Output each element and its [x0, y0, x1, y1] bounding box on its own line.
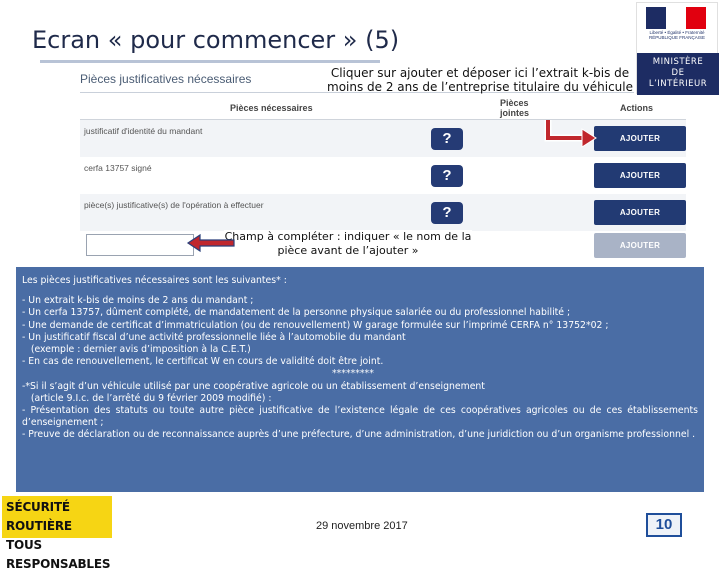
- badge-line-2: TOUS RESPONSABLES: [6, 538, 111, 571]
- section-title: Pièces justificatives nécessaires: [80, 72, 252, 86]
- info-intro: Les pièces justificatives nécessaires sont les suivantes* :: [22, 275, 287, 286]
- ministry-line-2: DE: [671, 68, 685, 78]
- callout-top: Cliquer sur ajouter et déposer ici l’extrait k-bis de moins de 2 ans de l’entreprise titulaire du véhicule: [327, 66, 633, 94]
- info-item: - Un justificatif fiscal d’une activité professionnelle liée à l’automobile du mandant: [22, 331, 406, 343]
- marianne-flag-icon: [646, 7, 706, 29]
- flag-white: [666, 7, 686, 29]
- callout-middle: Champ à compléter : indiquer « le nom de la pièce avant de l’ajouter »: [224, 230, 472, 257]
- column-joined: Pièces jointes: [500, 97, 530, 118]
- help-button[interactable]: ?: [431, 202, 463, 224]
- page-number: 10: [646, 513, 682, 537]
- ministry-name: [637, 53, 719, 95]
- info-item: (exemple : dernier avis d’imposition à la C.E.T.): [22, 344, 251, 356]
- flag-red: [686, 7, 706, 29]
- help-button[interactable]: ?: [431, 165, 463, 187]
- ministry-line-3: L’INTÉRIEUR: [648, 79, 708, 89]
- add-button[interactable]: AJOUTER: [594, 163, 686, 188]
- add-button[interactable]: AJOUTER: [594, 126, 686, 151]
- column-actions: Actions: [620, 102, 654, 113]
- info-note: - Preuve de déclaration ou de reconnaissance auprès d’une préfecture, d’une administration, d’une juridiction ou d’un organisme professionnel .: [22, 429, 696, 441]
- arrow-to-input-icon: [188, 234, 236, 252]
- info-item: - Une demande de certificat d’immatriculation (ou de renouvellement) W garage formulée sur l’imprimé CERFA n° 13752*02 ;: [22, 319, 609, 331]
- row-label: cerfa 13757 signé: [84, 163, 152, 173]
- add-button-disabled[interactable]: AJOUTER: [594, 233, 686, 258]
- info-stars: *********: [332, 368, 374, 380]
- row-label: pièce(s) justificative(s) de l'opération à effectuer: [84, 200, 264, 210]
- add-button[interactable]: AJOUTER: [594, 200, 686, 225]
- info-panel: [16, 267, 704, 492]
- securite-routiere-logo: [2, 496, 112, 571]
- ministry-line-1: MINISTÈRE: [652, 57, 704, 67]
- info-note: -*Si il s’agit d’un véhicule utilisé par une coopérative agricole ou un établissement d’enseignement: [22, 380, 485, 392]
- title-underline: [40, 60, 380, 63]
- info-note: - Présentation des statuts ou toute autre pièce justificative de l’existence légale de ces coopératives agricoles ou de ces établissements d’enseignement ;: [22, 405, 698, 429]
- table-row: [80, 157, 686, 194]
- arrow-to-add-icon: [540, 118, 600, 148]
- table-row: [80, 194, 686, 231]
- ministry-logo: [636, 2, 718, 94]
- flag-blue: [646, 7, 666, 29]
- slide-date: 29 novembre 2017: [316, 520, 408, 532]
- slide-title: Ecran « pour commencer » (5): [32, 26, 400, 54]
- logo-subtext: Liberté • Égalité • Fraternité RÉPUBLIQUE FRANÇAISE: [648, 30, 705, 40]
- badge-line-1: SÉCURITÉ ROUTIÈRE: [6, 500, 72, 533]
- table-header: [80, 96, 686, 120]
- info-note: (article 9.I.c. de l’arrêté du 9 février 2009 modifié) :: [22, 392, 272, 404]
- info-item: - Un extrait k-bis de moins de 2 ans du mandant ;: [22, 295, 254, 307]
- column-needed: Pièces nécessaires: [230, 102, 313, 113]
- info-item: - En cas de renouvellement, le certificat W en cours de validité doit être joint.: [22, 356, 384, 368]
- documents-table: [80, 96, 686, 231]
- row-label: justificatif d'identité du mandant: [84, 126, 203, 136]
- document-name-input[interactable]: [86, 234, 194, 256]
- help-button[interactable]: ?: [431, 128, 463, 150]
- info-item: - Un cerfa 13757, dûment complété, de mandatement de la personne physique salariée ou du professionnel habilité ;: [22, 307, 571, 319]
